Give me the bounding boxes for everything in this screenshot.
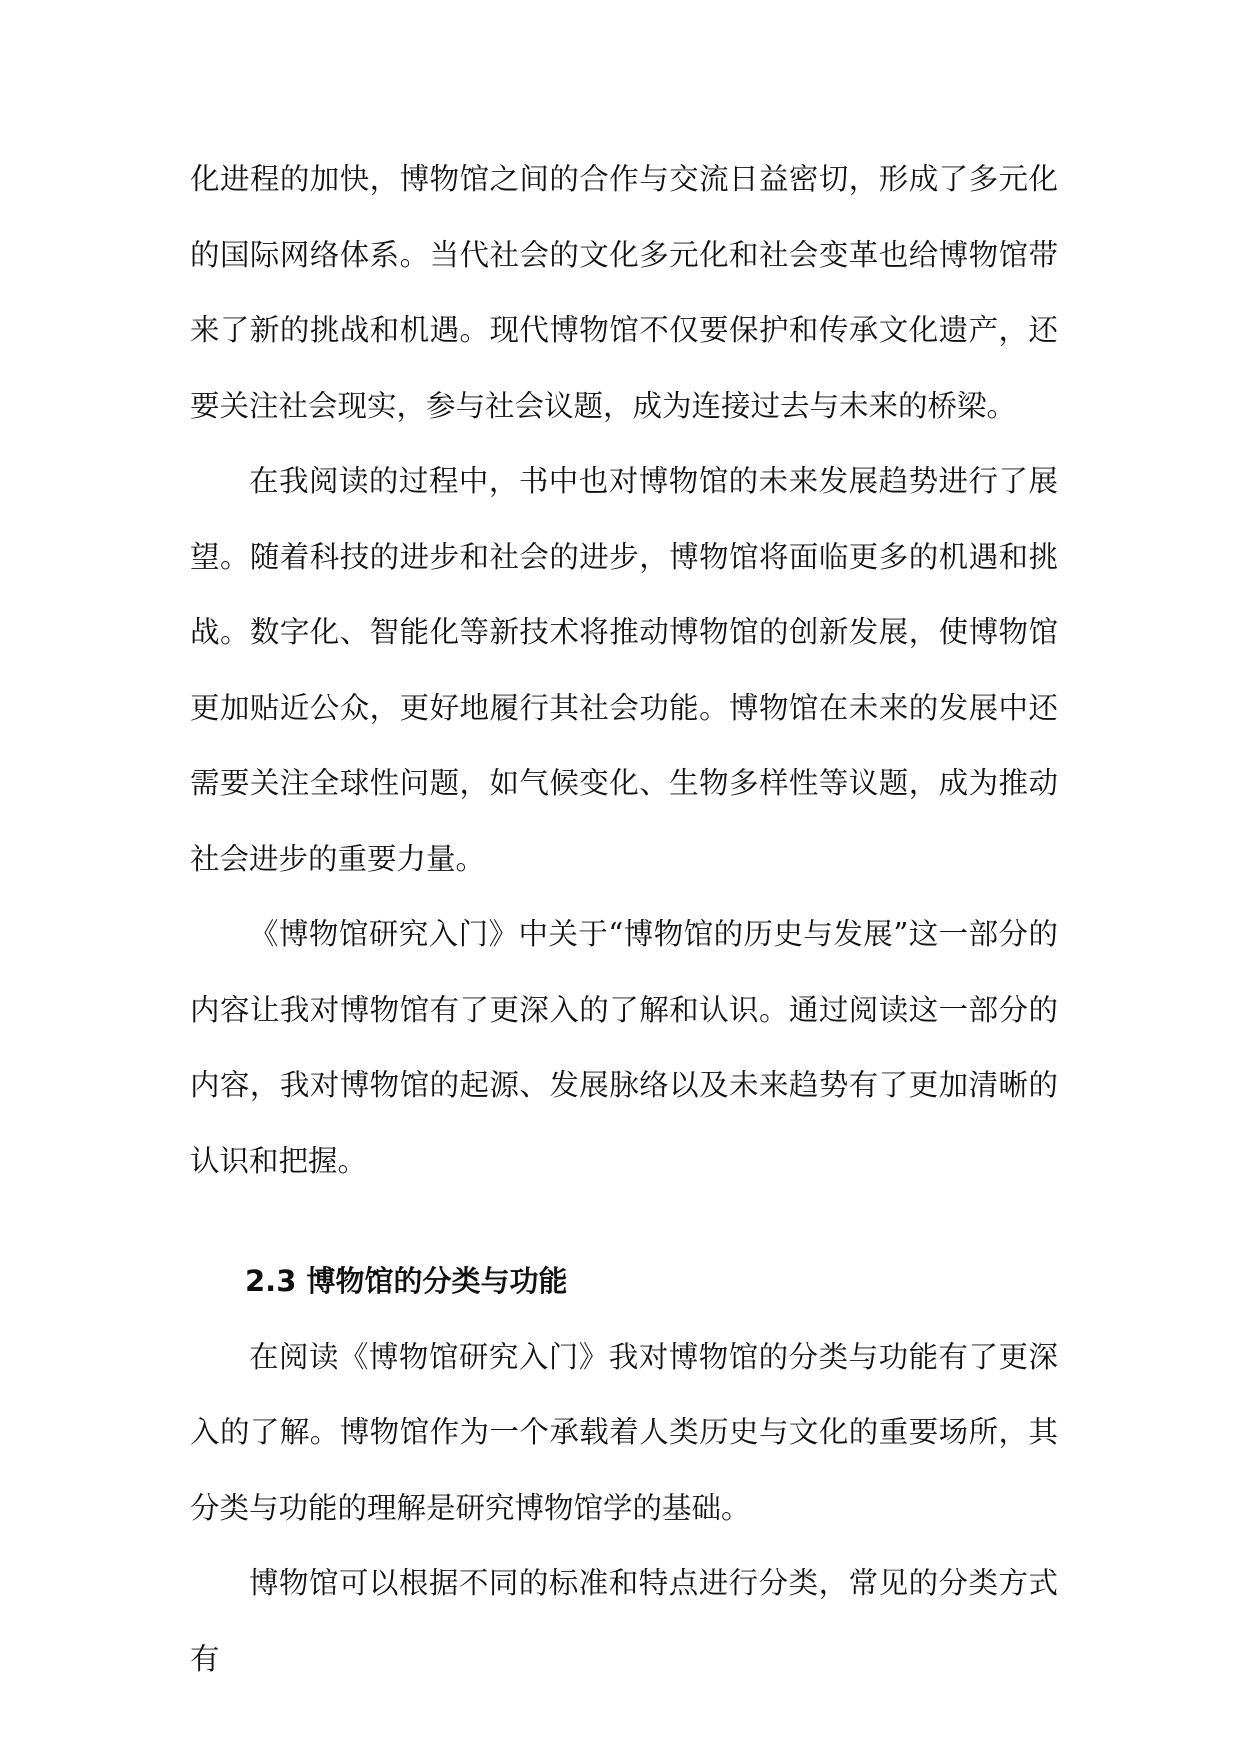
paragraph-classification-methods: 博物馆可以根据不同的标准和特点进行分类，常见的分类方式有 — [190, 1566, 1058, 1676]
section-heading: 2.3 博物馆的分类与功能 — [245, 1264, 568, 1298]
document-body — [190, 142, 1058, 1697]
paragraph-future-trends: 在我阅读的过程中，书中也对博物馆的未来发展趋势进行了展望。随着科技的进步和社会的进步，博物馆将面临更多的机遇和挑战。数字化、智能化等新技术将推动博物馆的创新发展，使博物馆更加贴近公众，更好地履行其社会功能。博物馆在未来的发展中还需要关注全球性问题，如气候变化、生物多样性等议题，成为推动社会进步的重要力量。 — [190, 464, 1058, 876]
paragraph-continuation: 化进程的加快，博物馆之间的合作与交流日益密切，形成了多元化的国际网络体系。当代社会的文化多元化和社会变革也给博物馆带来了新的挑战和机遇。现代博物馆不仅要保护和传承文化遗产，还要关注社会现实，参与社会议题，成为连接过去与未来的桥梁。 — [190, 162, 1058, 423]
section-spacer — [190, 1199, 1058, 1244]
paragraph-summary: 《博物馆研究入门》中关于“博物馆的历史与发展”这一部分的内容让我对博物馆有了更深入的了解和认识。通过阅读这一部分的内容，我对博物馆的起源、发展脉络以及未来趋势有了更加清晰的认识和把握。 — [190, 917, 1058, 1178]
paragraph-classification-intro: 在阅读《博物馆研究入门》我对博物馆的分类与功能有了更深入的了解。博物馆作为一个承载着人类历史与文化的重要场所，其分类与功能的理解是研究博物馆学的基础。 — [190, 1339, 1058, 1525]
